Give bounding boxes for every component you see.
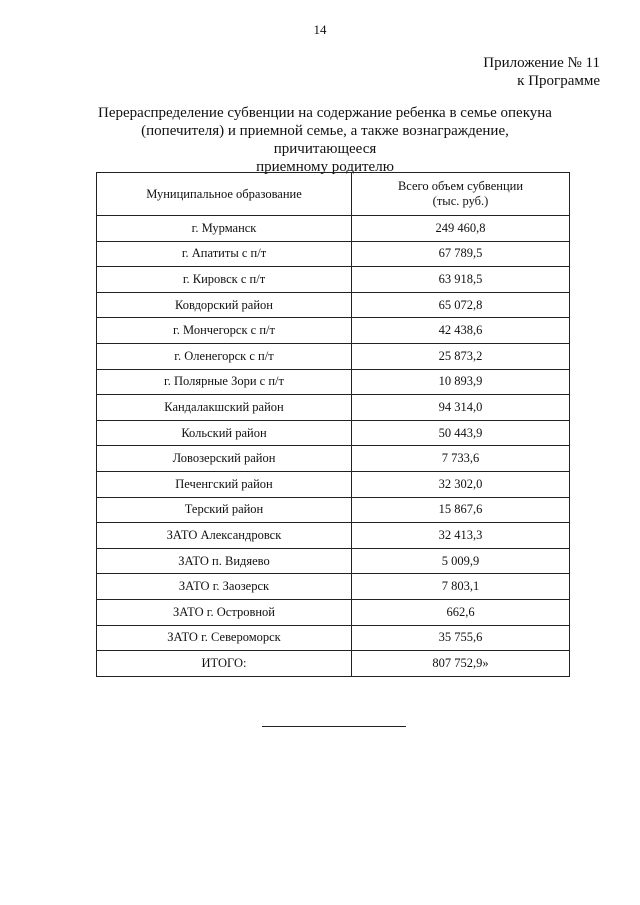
municipality-cell: ЗАТО п. Видяево [97,548,352,574]
municipality-cell: Ковдорский район [97,292,352,318]
municipality-cell: Кандалакшский район [97,395,352,421]
heading-line-2: (попечителя) и приемной семье, а также вознаграждение, причитающееся [141,123,509,157]
amount-cell: 42 438,6 [352,318,570,344]
table-row [97,651,570,677]
amount-cell: 32 413,3 [352,523,570,549]
header-total-unit: (тыс. руб.) [432,194,489,208]
amount-cell: 662,6 [352,599,570,625]
table-header-row [97,173,570,216]
amount-cell: 35 755,6 [352,625,570,651]
municipality-cell: г. Апатиты с п/т [97,241,352,267]
table-row [97,241,570,267]
table-row [97,267,570,293]
table-row [97,574,570,600]
table-row [97,471,570,497]
closing-rule [262,726,406,727]
municipality-cell: ИТОГО: [97,651,352,677]
municipality-cell: Ловозерский район [97,446,352,472]
amount-cell: 25 873,2 [352,343,570,369]
table-row [97,369,570,395]
table-row [97,216,570,242]
table-row [97,523,570,549]
table-row [97,318,570,344]
municipality-cell: ЗАТО г. Североморск [97,625,352,651]
document-heading [90,104,560,176]
municipality-cell: Терский район [97,497,352,523]
amount-cell: 10 893,9 [352,369,570,395]
amount-cell: 65 072,8 [352,292,570,318]
amount-cell: 5 009,9 [352,548,570,574]
amount-cell: 7 803,1 [352,574,570,600]
header-municipality: Муниципальное образование [97,173,352,216]
page-number: 14 [313,22,327,37]
amount-cell: 15 867,6 [352,497,570,523]
appendix-reference [483,54,600,90]
amount-cell: 32 302,0 [352,471,570,497]
municipality-cell: г. Мончегорск с п/т [97,318,352,344]
table-row [97,446,570,472]
subsidy-table [96,172,570,677]
table-row [97,625,570,651]
table-body [97,216,570,677]
table-row [97,292,570,318]
municipality-cell: ЗАТО г. Заозерск [97,574,352,600]
municipality-cell: ЗАТО г. Островной [97,599,352,625]
appendix-number: Приложение № 11 [483,55,600,71]
municipality-cell: г. Оленегорск с п/т [97,343,352,369]
municipality-cell: г. Мурманск [97,216,352,242]
amount-cell: 807 752,9» [352,651,570,677]
municipality-cell: ЗАТО Александровск [97,523,352,549]
amount-cell: 7 733,6 [352,446,570,472]
municipality-cell: Кольский район [97,420,352,446]
table-row [97,497,570,523]
municipality-cell: г. Кировск с п/т [97,267,352,293]
amount-cell: 50 443,9 [352,420,570,446]
table-row [97,599,570,625]
amount-cell: 63 918,5 [352,267,570,293]
table-row [97,395,570,421]
table-row [97,548,570,574]
header-total-label: Всего объем субвенции [397,179,524,193]
heading-line-3: приемному родителю [256,159,394,175]
amount-cell: 249 460,8 [352,216,570,242]
municipality-cell: Печенгский район [97,471,352,497]
amount-cell: 67 789,5 [352,241,570,267]
table-row [97,343,570,369]
amount-cell: 94 314,0 [352,395,570,421]
header-total [352,173,570,216]
appendix-program: к Программе [517,73,600,89]
heading-line-1: Перераспределение субвенции на содержание ребенка в семье опекуна [98,105,552,121]
municipality-cell: г. Полярные Зори с п/т [97,369,352,395]
table-row [97,420,570,446]
